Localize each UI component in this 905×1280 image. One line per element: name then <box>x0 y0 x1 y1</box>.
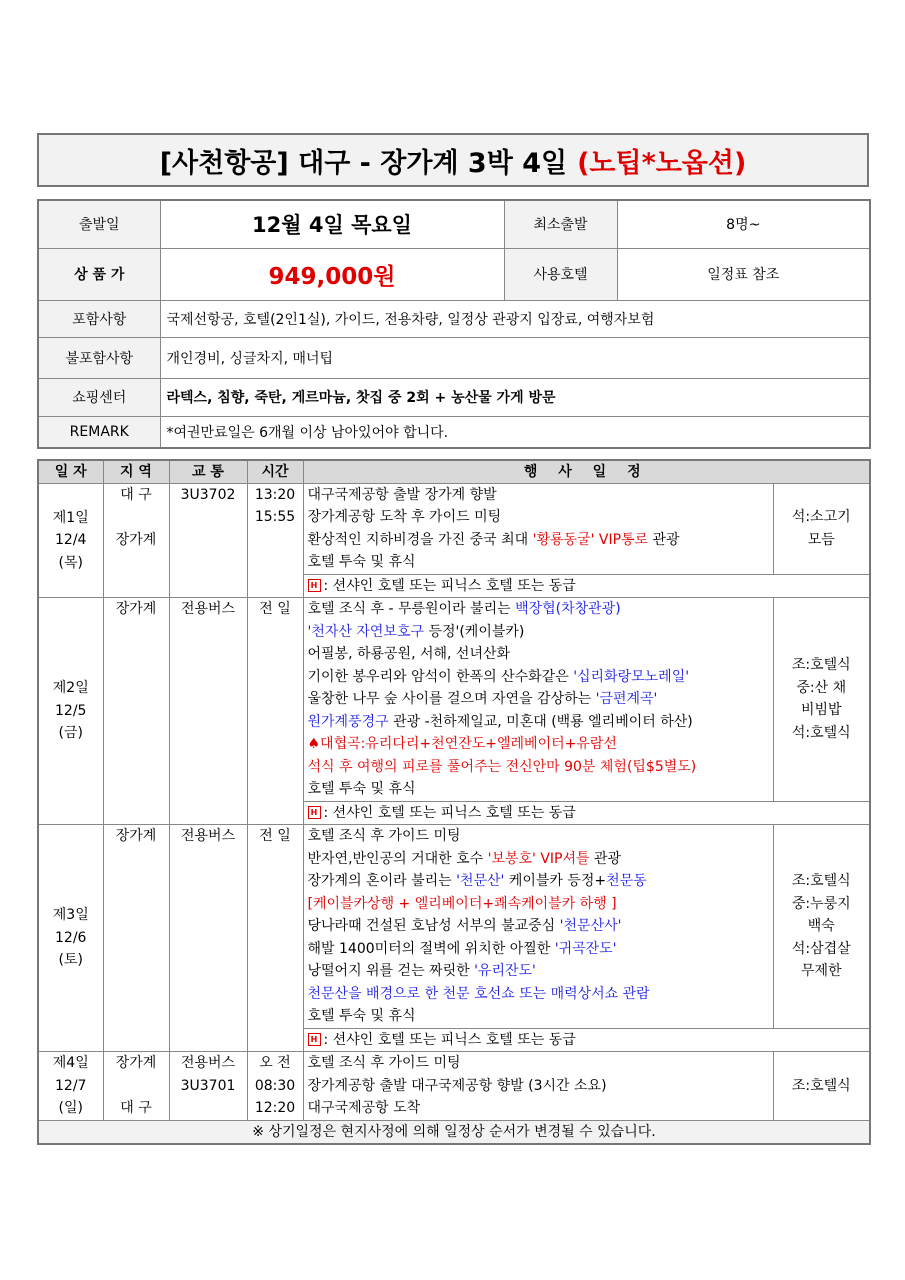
depart-label: 출발일 <box>38 200 160 248</box>
day3-label: 제3일 12/6 (토) <box>38 825 103 1052</box>
day4-label: 제4일 12/7 (일) <box>38 1052 103 1121</box>
day2-row <box>38 598 870 802</box>
hotel-label: 사용호텔 <box>504 248 617 300</box>
incl-label: 포함사항 <box>38 300 160 337</box>
day1-label: 제1일 12/4 (목) <box>38 483 103 598</box>
day2-itinerary: 호텔 조식 후 - 무릉원이라 불리는 백장협(차창관광) '천자산 자연보호구 등정'(케이블카) 어필봉, 하룡공원, 서해, 선녀산화 기이한 봉우리와 암석이 한폭의 산수화같은 '십리화랑모노레일' 울창한 나무 숲 사이를 걸으며 자연을 감상하는 '금편계곡' 원가계풍경구 관광 -천하제일교, 미혼대 (백룡 엘리베이터 하산) ♠대협곡:유리다리+천연잔도+엘레베이터+유람선 석식 후 여행의 피로를 풀어주는 전신안마 90분 체험(팁$5별도) 호텔 투숙 및 휴식 <box>303 598 773 802</box>
header-transport: 교 통 <box>169 460 247 483</box>
min-value: 8명~ <box>617 200 870 248</box>
header-day: 일 자 <box>38 460 103 483</box>
day1-meals: 석:소고기 모듬 <box>773 483 870 574</box>
day1-region: 대 구 장가계 <box>103 483 169 598</box>
day3-transport: 전용버스 <box>169 825 247 1052</box>
day2-time: 전 일 <box>247 598 303 825</box>
hotel-icon: H <box>308 1033 321 1046</box>
day2-region: 장가계 <box>103 598 169 825</box>
day4-time: 오 전 08:30 12:20 <box>247 1052 303 1121</box>
day4-region: 장가계 대 구 <box>103 1052 169 1121</box>
price-value: 949,000원 <box>160 248 504 300</box>
day2-hotel: H : 션샤인 호텔 또는 피닉스 호텔 또는 동급 <box>303 801 870 825</box>
day3-row <box>38 825 870 1029</box>
day1-row <box>38 483 870 574</box>
remark-value: *여권만료일은 6개월 이상 남아있어야 합니다. <box>160 416 870 448</box>
day2-transport: 전용버스 <box>169 598 247 825</box>
header-region: 지 역 <box>103 460 169 483</box>
header-itinerary: 행 사 일 정 <box>303 460 870 483</box>
hotel-value: 일정표 참조 <box>617 248 870 300</box>
title-main: [사천항공] 대구 - 장가계 3박 4일 <box>159 147 568 179</box>
day3-time: 전 일 <box>247 825 303 1052</box>
depart-value: 12월 4일 목요일 <box>160 200 504 248</box>
day4-meals: 조:호텔식 <box>773 1052 870 1121</box>
day3-meals: 조:호텔식 중:누룽지 백숙 석:삼겹살 무제한 <box>773 825 870 1029</box>
schedule-table <box>37 459 871 1145</box>
remark-label: REMARK <box>38 416 160 448</box>
day2-meals: 조:호텔식 중:산 채 비빔밥 석:호텔식 <box>773 598 870 802</box>
excl-value: 개인경비, 싱글차지, 매너팁 <box>160 337 870 378</box>
excl-label: 불포함사항 <box>38 337 160 378</box>
price-label: 상 품 가 <box>38 248 160 300</box>
min-label: 최소출발 <box>504 200 617 248</box>
header-time: 시간 <box>247 460 303 483</box>
day3-region: 장가계 <box>103 825 169 1052</box>
title-note: (노팁*노옵션) <box>577 147 747 179</box>
day1-transport: 3U3702 <box>169 483 247 598</box>
day3-itinerary: 호텔 조식 후 가이드 미팅 반자연,반인공의 거대한 호수 '보봉호' VIP셔틀 관광 장가계의 혼이라 불리는 '천문산' 케이블카 등정+천문동 [케이블카상행 + 엘리베이터+쾌속케이블카 하행 ] 당나라때 건설된 호남성 서부의 불교중심 '천문산사' 해발 1400미터의 절벽에 위치한 아찔한 '귀곡잔도' 낭떨어지 위를 걷는 짜릿한 '유리잔도' 천문산을 배경으로 한 천문 호선쇼 또는 매력상서쇼 관람 호텔 투숙 및 휴식 <box>303 825 773 1029</box>
day4-transport: 전용버스 3U3701 <box>169 1052 247 1121</box>
incl-value: 국제선항공, 호텔(2인1실), 가이드, 전용차량, 일정상 관광지 입장료, 여행자보험 <box>160 300 870 337</box>
schedule-footnote: ※ 상기일정은 현지사정에 의해 일정상 순서가 변경될 수 있습니다. <box>38 1120 870 1144</box>
day4-itinerary: 호텔 조식 후 가이드 미팅 장가계공항 출발 대구국제공항 향발 (3시간 소요) 대구국제공항 도착 <box>303 1052 773 1121</box>
hotel-icon: H <box>308 579 321 592</box>
day3-hotel: H : 션샤인 호텔 또는 피닉스 호텔 또는 동급 <box>303 1028 870 1052</box>
day4-row <box>38 1052 870 1121</box>
day1-hotel: H : 션샤인 호텔 또는 피닉스 호텔 또는 동급 <box>303 574 870 598</box>
shop-label: 쇼핑센터 <box>38 378 160 416</box>
day2-label: 제2일 12/5 (금) <box>38 598 103 825</box>
day1-itinerary: 대구국제공항 출발 장가계 향발 장가계공항 도착 후 가이드 미팅 환상적인 지하비경을 가진 중국 최대 '황룡동굴' VIP통로 관광 호텔 투숙 및 휴식 <box>303 483 773 574</box>
hotel-icon: H <box>308 806 321 819</box>
shop-value: 라텍스, 침향, 죽탄, 게르마늄, 찻집 중 2회 + 농산물 가게 방문 <box>160 378 870 416</box>
day1-time: 13:20 15:55 <box>247 483 303 598</box>
product-info-table <box>37 199 871 449</box>
page-title <box>37 133 869 187</box>
